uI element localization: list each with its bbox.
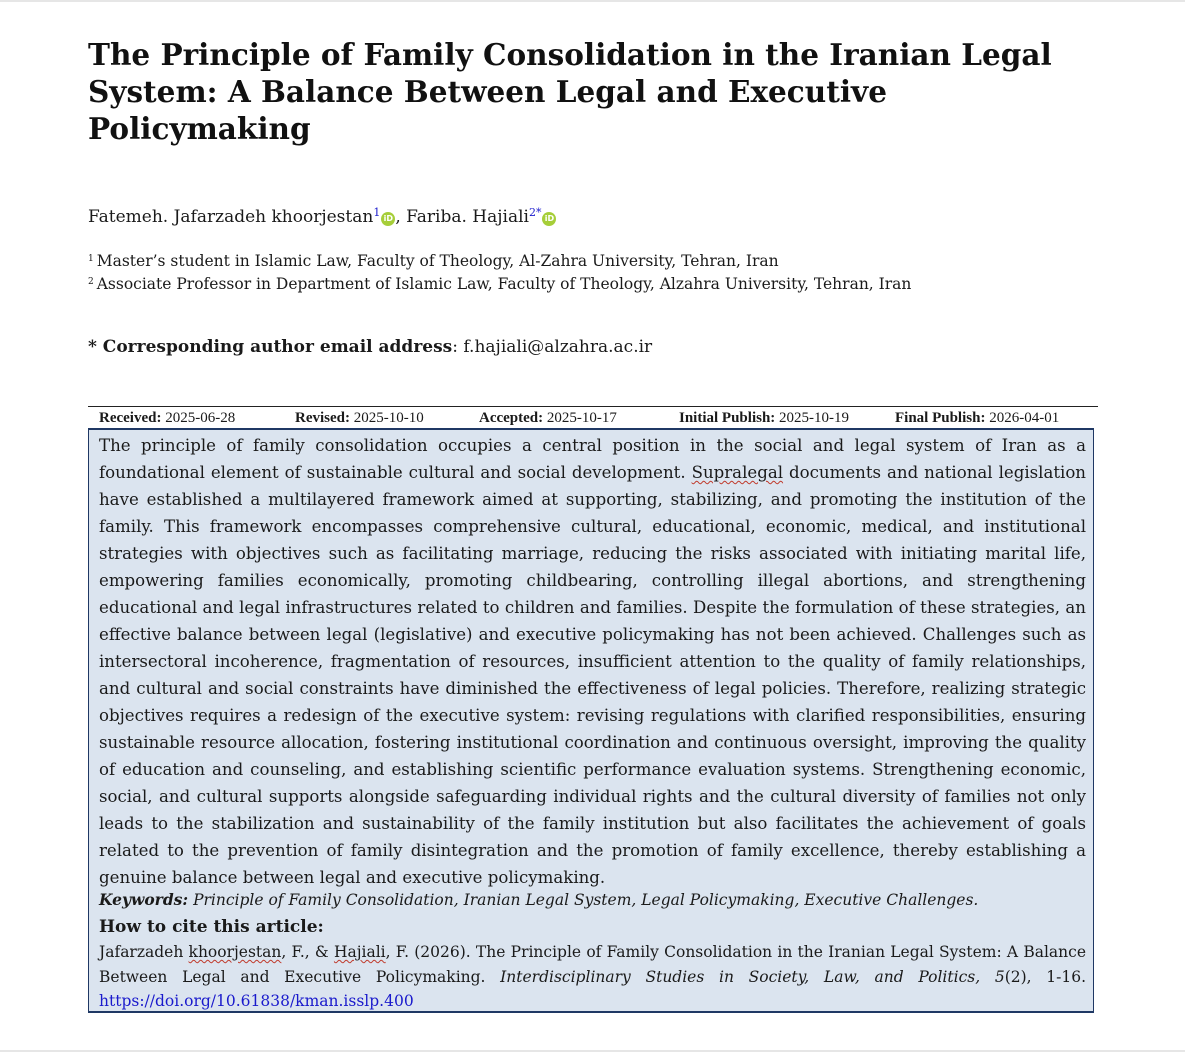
final-publish-label: Final Publish: (895, 410, 986, 426)
top-rule (0, 0, 1185, 2)
cite-author-a-flagged: khoorjestan (188, 943, 282, 961)
cite-issue-pages: (2), 1-16. (1004, 967, 1087, 986)
author-1-affil-mark: 1 (373, 206, 381, 219)
revised-label: Revised: (295, 410, 350, 426)
accepted-date (479, 408, 617, 428)
initial-publish-value: 2025-10-19 (779, 410, 850, 426)
author-separator: , (395, 207, 407, 227)
doi-link[interactable]: https://doi.org/10.61838/kman.isslp.400 (99, 992, 414, 1010)
cite-mid-2: , F. (2026). The Principle of Family Consolidation in the Iranian Legal System: A Balance Between Legal and Executive Policymaking. (99, 943, 1086, 986)
accepted-label: Accepted: (479, 410, 544, 426)
citation-text (99, 940, 1086, 1014)
affiliation-1-text: Master’s student in Islamic Law, Faculty of Theology, Al-Zahra University, Tehran, Iran (96, 252, 779, 270)
author-2-name: Fariba. Hajiali (406, 207, 529, 227)
affiliation-2-text: Associate Professor in Department of Islamic Law, Faculty of Theology, Alzahra University, Tehran, Iran (96, 275, 912, 293)
article-dates (88, 406, 1098, 429)
affiliation-1 (88, 249, 911, 272)
orcid-icon[interactable]: iD (381, 212, 395, 226)
corresponding-separator: : (452, 337, 464, 357)
received-date (99, 408, 235, 428)
orcid-icon[interactable]: iD (542, 212, 556, 226)
corresponding-label: * Corresponding author email address (88, 337, 453, 357)
abstract-text (99, 432, 1086, 891)
cite-heading: How to cite this article: (99, 917, 324, 937)
keywords (99, 889, 1086, 911)
cite-author-a: Jafarzadeh (99, 943, 184, 961)
author-2-affil-mark: 2* (528, 206, 542, 219)
affiliation-1-mark: 1 (88, 254, 94, 264)
abstract-part-2: documents and national legislation have established a multilayered framework aimed at supporting, stabilizing, and promoting the institution of the family. This framework encompasses comprehensive cultural, educational, economic, medical, and institutional strategies with objectives such as facilitating marriage, reducing the risks associated with initiating marital life, empowering families economically, promoting childbearing, controlling illegal abortions, and strengthening educational and legal infrastructures related to children and families. Despite the formulation of these strategies, an effective balance between legal (legislative) and executive policymaking has not been achieved. Challenges such as intersectoral incoherence, fragmentation of resources, insufficient attention to the quality of family relationships, and cultural and social constraints have diminished the effectiveness of legal policies. Therefore, realizing strategic objectives requires a redesign of the executive system: revising regulations with clarified responsibilities, ensuring sustainable resource allocation, fostering institutional coordination and continuous oversight, improving the quality of education and counseling, and establishing scientific performance evaluation systems. Strengthening economic, social, and cultural supports alongside safeguarding individual rights and the cultural diversity of families not only leads to the stabilization and sustainability of the family institution but also facilitates the achievement of goals related to the prevention of family disintegration and the promotion of family excellence, thereby establishing a genuine balance between legal and executive policymaking. (99, 463, 1086, 887)
spellcheck-flagged-word: Supralegal (691, 463, 784, 482)
revised-value: 2025-10-10 (353, 410, 424, 426)
affiliation-2-mark: 2 (88, 277, 94, 287)
cite-author-b-flagged: Hajiali (333, 943, 386, 961)
final-publish-date (895, 408, 1059, 428)
keywords-label: Keywords: (99, 890, 189, 909)
abstract-part-1: The principle of family consolidation occupies a central position in the social and legal system of Iran as a foundational element of sustainable cultural and social development. (99, 436, 1086, 482)
affiliations (88, 249, 911, 295)
initial-publish-label: Initial Publish: (679, 410, 776, 426)
author-line (88, 202, 556, 228)
received-value: 2025-06-28 (165, 410, 236, 426)
revised-date (295, 408, 424, 428)
paper-title: The Principle of Family Consolidation in the Iranian Legal System: A Balance Between Legal and Executive Policymaking (88, 37, 1052, 146)
cite-journal: Interdisciplinary Studies in Society, Law, and Politics, 5 (500, 967, 1005, 986)
received-label: Received: (99, 410, 162, 426)
corresponding-email[interactable]: f.hajiali@alzahra.ac.ir (463, 337, 653, 357)
affiliation-2 (88, 272, 911, 295)
cite-mid-1: , F., & (281, 943, 334, 961)
final-publish-value: 2026-04-01 (989, 410, 1060, 426)
keywords-text: Principle of Family Consolidation, Iranian Legal System, Legal Policymaking, Executive Challenges. (188, 891, 979, 909)
author-1-name: Fatemeh. Jafarzadeh khoorjestan (88, 207, 374, 227)
abstract-box (88, 428, 1094, 1013)
initial-publish-date (679, 408, 849, 428)
accepted-value: 2025-10-17 (546, 410, 617, 426)
corresponding-author (88, 336, 652, 358)
